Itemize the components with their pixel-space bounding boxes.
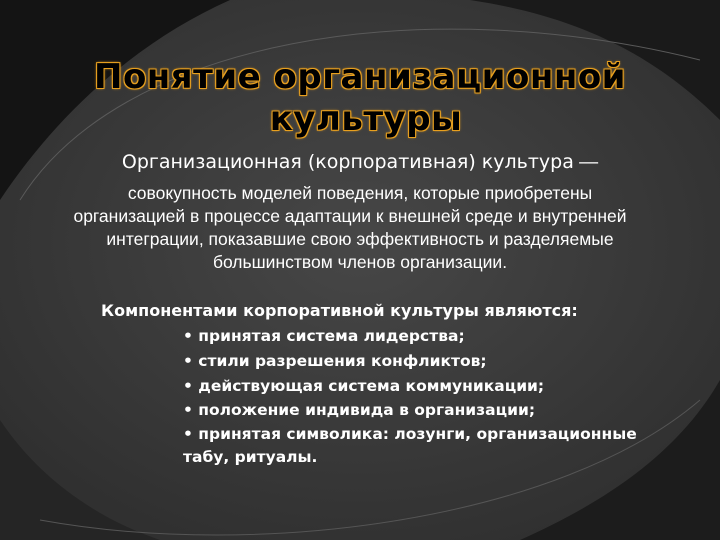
definition-term: Организационная (корпоративная) культура	[121, 151, 574, 173]
definition-line: интеграции, показавшие свою эффективность и разделяемые	[106, 229, 614, 249]
definition-line: совокупность моделей поведения, которые приобретены	[127, 183, 593, 203]
slide-title-line-2: культуры	[269, 99, 463, 139]
definition-term-line	[30, 150, 690, 175]
components-heading: Компонентами корпоративной культуры являются:	[101, 301, 578, 320]
components-list-item: • действующая система коммуникации;	[183, 377, 545, 395]
components-list-item: • принятая система лидерства;	[183, 327, 465, 345]
definition-dash: —	[573, 152, 599, 173]
definition-line: организацией в процессе адаптации к внешней среде и внутренней	[73, 206, 627, 226]
definition-line: большинством членов организации.	[212, 252, 508, 272]
components-list-item: табу, ритуалы.	[183, 448, 318, 466]
components-list-item: • принятая символика: лозунги, организационные	[183, 425, 637, 443]
components-list-item: • стили разрешения конфликтов;	[183, 352, 487, 370]
components-list-item: • положение индивида в организации;	[183, 401, 536, 419]
slide-title-line-1: Понятие организационной	[93, 57, 627, 97]
